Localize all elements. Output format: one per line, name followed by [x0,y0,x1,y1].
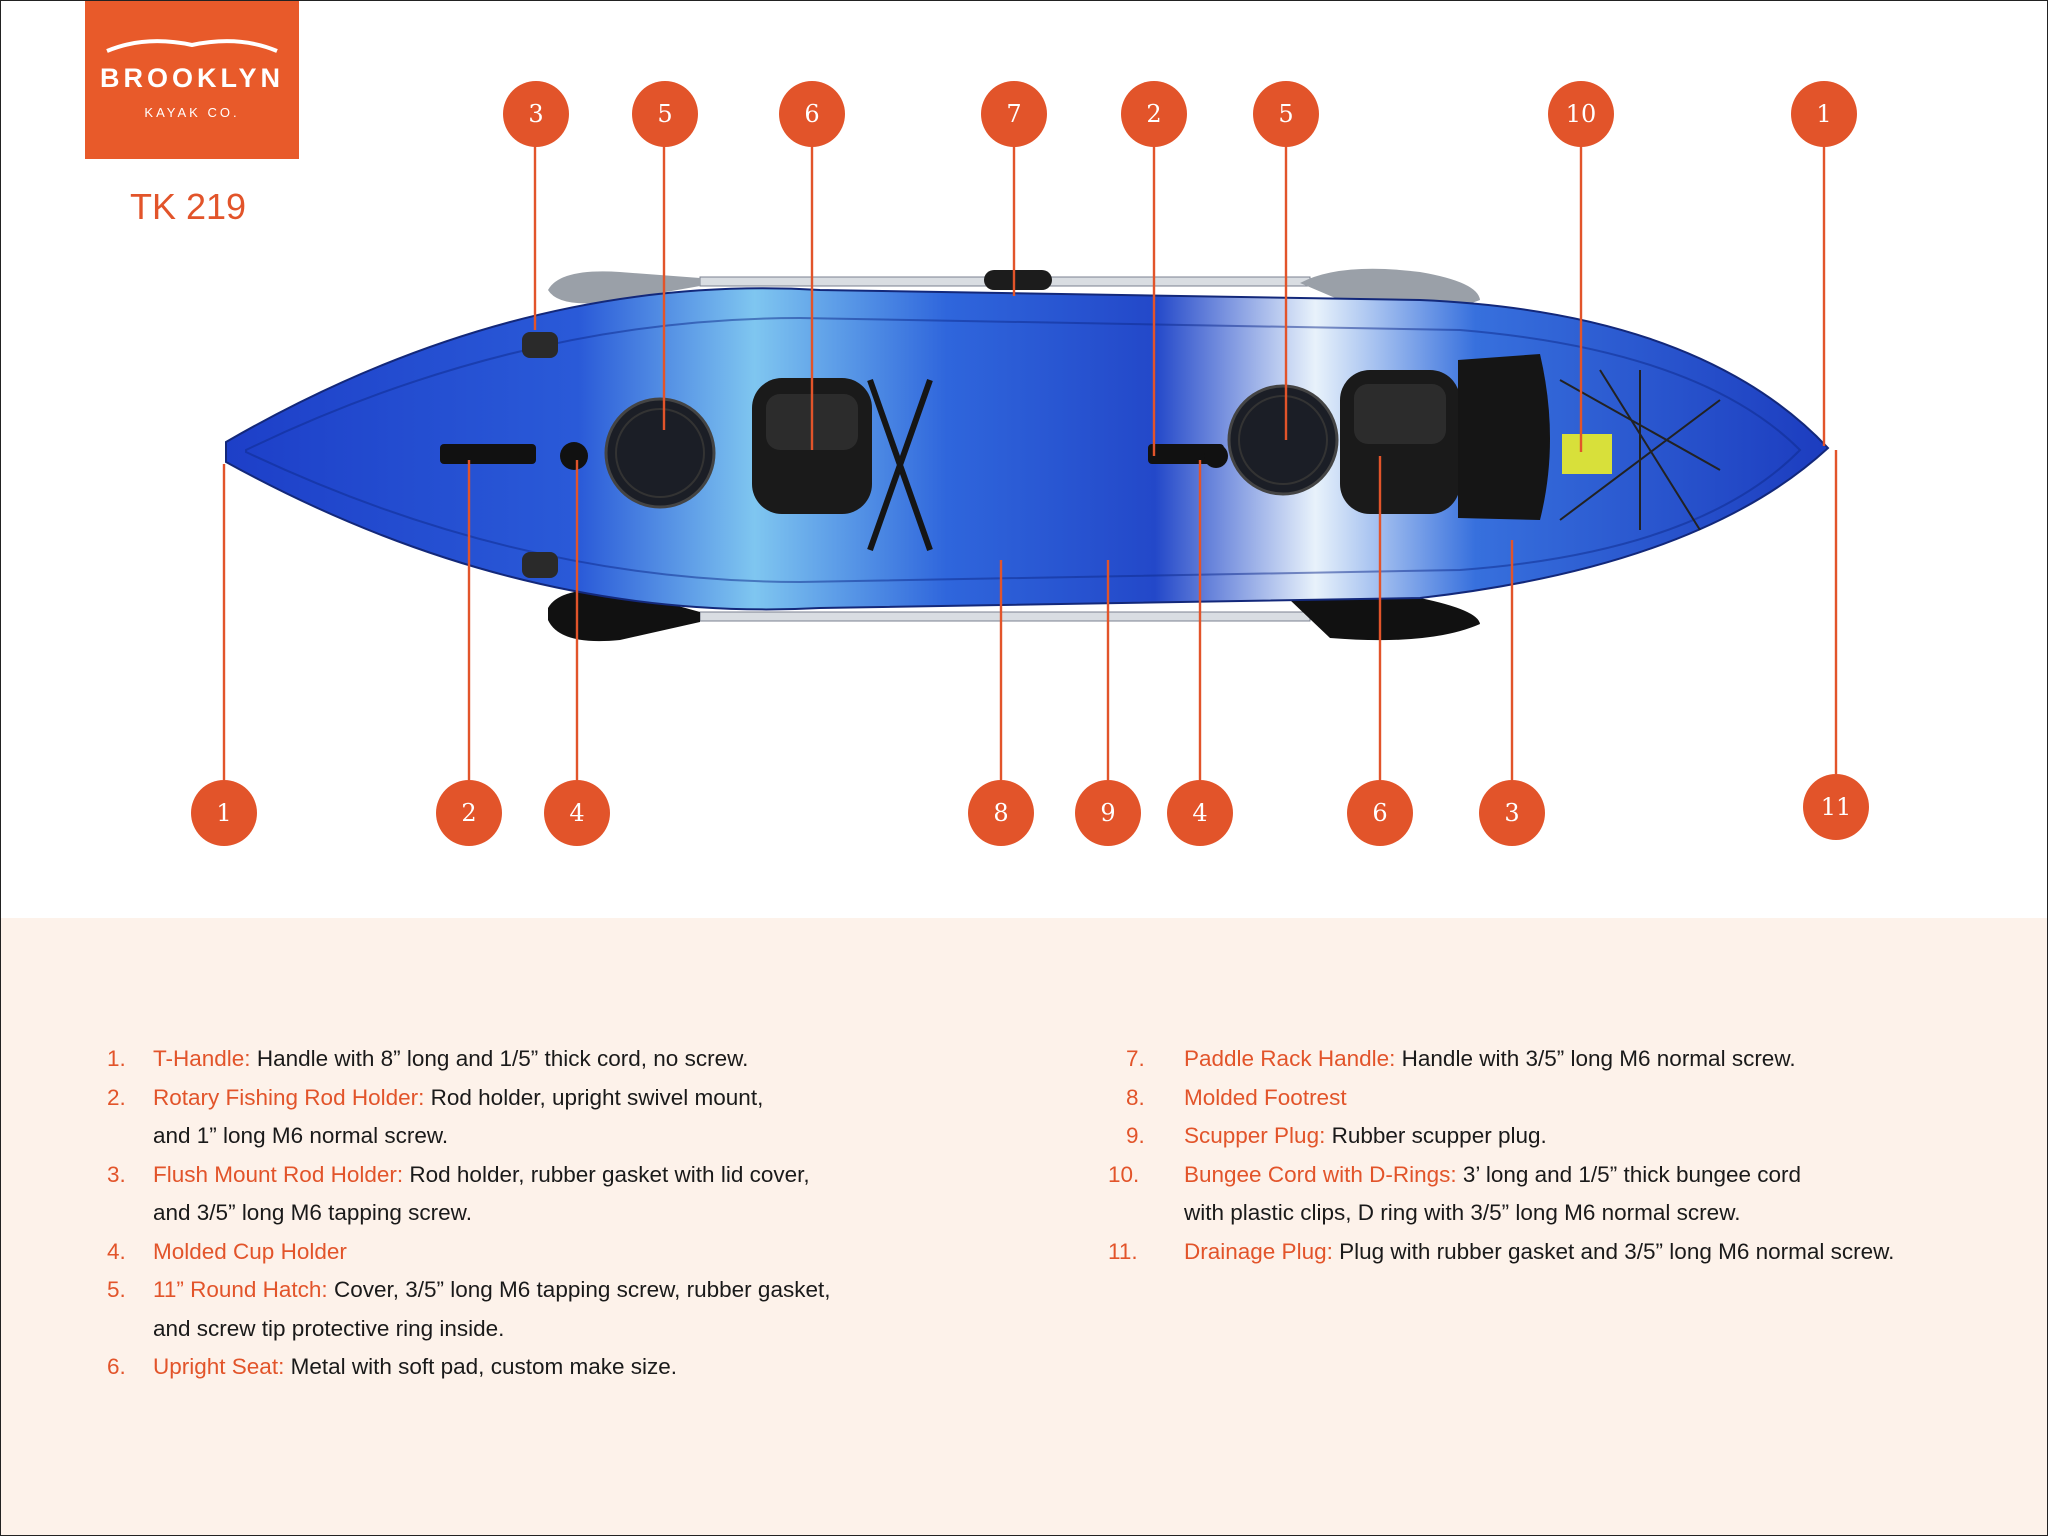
svg-text:6: 6 [1372,799,1388,827]
legend-item: 1. T-Handle: Handle with 8” long and 1/5” thick cord, no screw. [107,1046,749,1071]
svg-text:10: 10 [1565,100,1597,128]
callout-bottom [968,780,1034,846]
callout-bottom [1479,780,1545,846]
callout-bottom [1803,774,1869,840]
legend-item: 5. 11” Round Hatch: Cover, 3/5” long M6 tapping screw, rubber gasket, and screw tip protective ring inside. [107,1277,831,1341]
cup-holder-rear [1204,444,1228,468]
rod-holder-front [440,444,536,464]
svg-text:2: 2 [1146,100,1162,128]
callout-bottom [436,780,502,846]
brand-logo [85,1,299,159]
svg-text:5: 5 [1278,100,1294,128]
callout-top [632,81,698,147]
callout-top [1548,81,1614,147]
svg-text:1: 1 [216,799,232,827]
svg-text:1: 1 [1816,100,1832,128]
brand-subtitle: KAYAK CO. [144,105,240,120]
legend-item: 8. Molded Footrest [1126,1084,1347,1110]
svg-text:3: 3 [528,100,544,128]
flush-rod-holder-front [522,332,558,358]
callout-top [503,81,569,147]
legend-list-right [1108,1040,2008,1271]
legend-item: 6. Upright Seat: Metal with soft pad, custom make size. [107,1354,677,1379]
svg-text:5: 5 [657,100,673,128]
svg-text:6: 6 [804,100,820,128]
cup-holder-front [560,442,588,470]
seat-back [1458,354,1550,520]
svg-text:2: 2 [461,799,477,827]
paddle-rack-handle [984,270,1052,290]
legend-item: 10. Bungee Cord with D-Rings: 3’ long and 1/5” thick bungee cord with plastic clips, D ring with 3/5” long M6 normal screw. [1108,1161,1802,1225]
legend-item: 2. Rotary Fishing Rod Holder: Rod holder, upright swivel mount, and 1” long M6 normal screw. [107,1084,764,1148]
callout-top [779,81,845,147]
svg-text:4: 4 [1192,799,1208,827]
svg-text:11: 11 [1820,793,1852,821]
svg-text:3: 3 [1504,799,1520,827]
callout-top [1791,81,1857,147]
svg-text:4: 4 [569,799,585,827]
legend-item: 3. Flush Mount Rod Holder: Rod holder, rubber gasket with lid cover, and 3/5” long M6 tapping screw. [107,1161,810,1225]
round-hatch [606,399,714,507]
callout-bottom [1075,780,1141,846]
callout-top [1121,81,1187,147]
svg-text:8: 8 [993,799,1009,827]
legend-list-left [95,1040,875,1387]
brand-name: BROOKLYN [99,63,285,93]
bungee-tag [1562,434,1612,474]
callout-bottom [191,780,257,846]
callout-bottom [1347,780,1413,846]
callout-bottom [1167,780,1233,846]
legend-item: 11. Drainage Plug: Plug with rubber gasket and 3/5” long M6 normal screw. [1108,1238,1895,1264]
legend-item: 7. Paddle Rack Handle: Handle with 3/5” long M6 normal screw. [1126,1046,1796,1071]
callout-top [1253,81,1319,147]
callout-bottom [544,780,610,846]
model-title: TK 219 [130,186,247,227]
legend-item: 9. Scupper Plug: Rubber scupper plug. [1126,1123,1547,1148]
wave-icon [85,1,299,61]
svg-text:7: 7 [1006,100,1022,128]
callout-top [981,81,1047,147]
svg-text:9: 9 [1100,799,1116,827]
legend-item: 4. Molded Cup Holder [107,1238,347,1264]
round-hatch [1229,386,1337,494]
